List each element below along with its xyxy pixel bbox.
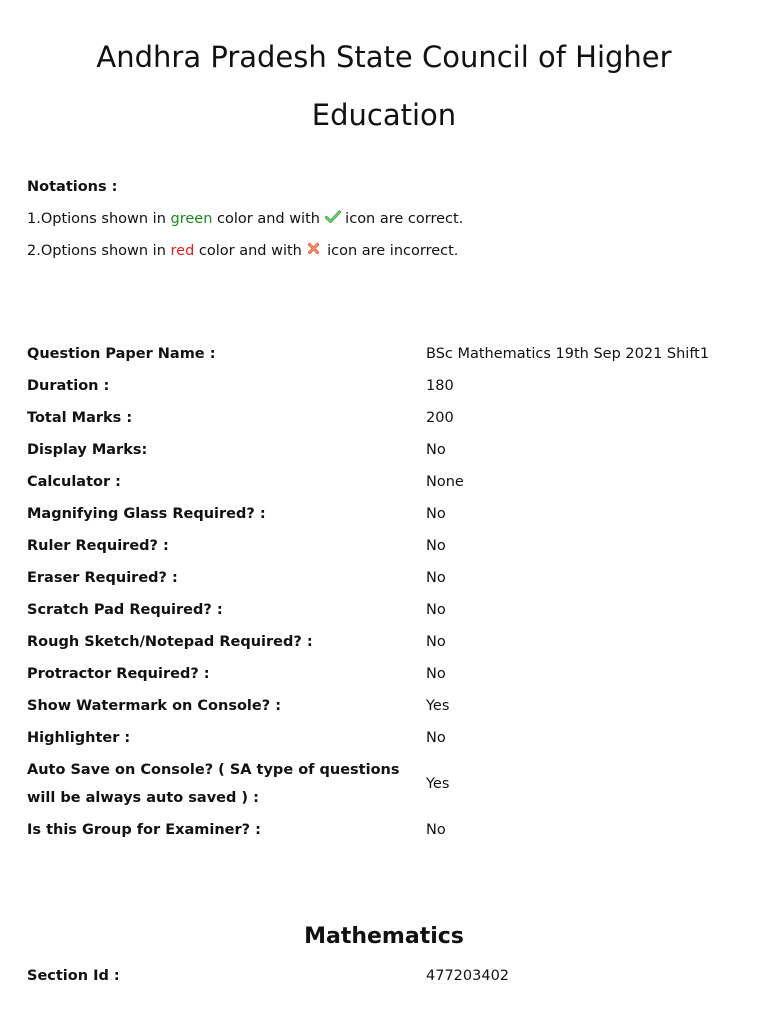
table-row xyxy=(27,530,727,562)
table-row xyxy=(27,814,727,846)
info-label: Rough Sketch/Notepad Required? : xyxy=(27,634,313,650)
table-row xyxy=(27,658,727,690)
notation-correct xyxy=(27,206,727,238)
paper-info-table xyxy=(27,338,727,846)
info-value: Yes xyxy=(426,698,450,714)
notation-incorrect xyxy=(27,238,727,270)
info-value: No xyxy=(426,730,446,746)
table-row xyxy=(27,562,727,594)
table-row xyxy=(27,722,727,754)
info-label: Show Watermark on Console? : xyxy=(27,698,281,714)
section-id-value: 477203402 xyxy=(426,968,510,984)
cross-icon xyxy=(306,240,322,256)
info-value: 180 xyxy=(426,378,454,394)
notation-incorrect-suffix: icon are incorrect. xyxy=(322,243,459,259)
section-id-label: Section Id : xyxy=(27,968,120,984)
info-value: Yes xyxy=(426,776,450,792)
info-label: Eraser Required? : xyxy=(27,570,178,586)
info-label: Magnifying Glass Required? : xyxy=(27,506,266,522)
notation-incorrect-prefix: 2.Options shown in xyxy=(27,243,171,259)
section-title: Mathematics xyxy=(304,924,464,949)
info-label: Is this Group for Examiner? : xyxy=(27,822,261,838)
info-label: Display Marks: xyxy=(27,442,148,458)
table-row xyxy=(27,690,727,722)
table-row xyxy=(27,754,727,814)
info-value: No xyxy=(426,570,446,586)
table-row xyxy=(27,402,727,434)
table-row xyxy=(27,498,727,530)
notation-incorrect-middle: color and with xyxy=(194,243,307,259)
notation-correct-middle: color and with xyxy=(212,211,325,227)
table-row xyxy=(27,370,727,402)
table-row xyxy=(27,594,727,626)
info-value: 200 xyxy=(426,410,454,426)
section-id-row xyxy=(27,962,727,990)
info-value: None xyxy=(426,474,464,490)
notation-correct-color-word: green xyxy=(170,211,213,227)
info-value: No xyxy=(426,634,446,650)
info-value: BSc Mathematics 19th Sep 2021 Shift1 xyxy=(426,346,710,362)
notations-heading: Notations : xyxy=(27,179,118,195)
notation-correct-suffix: icon are correct. xyxy=(340,211,464,227)
info-label: Scratch Pad Required? : xyxy=(27,602,223,618)
info-label: Auto Save on Console? ( SA type of questions will be always auto saved ) : xyxy=(27,762,400,806)
table-row xyxy=(27,466,727,498)
info-value: No xyxy=(426,666,446,682)
info-value: No xyxy=(426,602,446,618)
table-row xyxy=(27,434,727,466)
info-label: Total Marks : xyxy=(27,410,133,426)
info-label: Protractor Required? : xyxy=(27,666,210,682)
info-label: Question Paper Name : xyxy=(27,346,216,362)
notation-incorrect-color-word: red xyxy=(170,243,195,259)
info-label: Duration : xyxy=(27,378,110,394)
info-value: No xyxy=(426,822,446,838)
table-row xyxy=(27,338,727,370)
notations-block xyxy=(27,174,727,270)
info-value: No xyxy=(426,506,446,522)
info-value: No xyxy=(426,442,446,458)
table-row xyxy=(27,626,727,658)
page-title: Andhra Pradesh State Council of Higher Education xyxy=(96,40,672,132)
info-value: No xyxy=(426,538,446,554)
info-label: Ruler Required? : xyxy=(27,538,169,554)
check-icon xyxy=(325,208,341,224)
info-label: Calculator : xyxy=(27,474,121,490)
info-label: Highlighter : xyxy=(27,730,131,746)
notation-correct-prefix: 1.Options shown in xyxy=(27,211,171,227)
